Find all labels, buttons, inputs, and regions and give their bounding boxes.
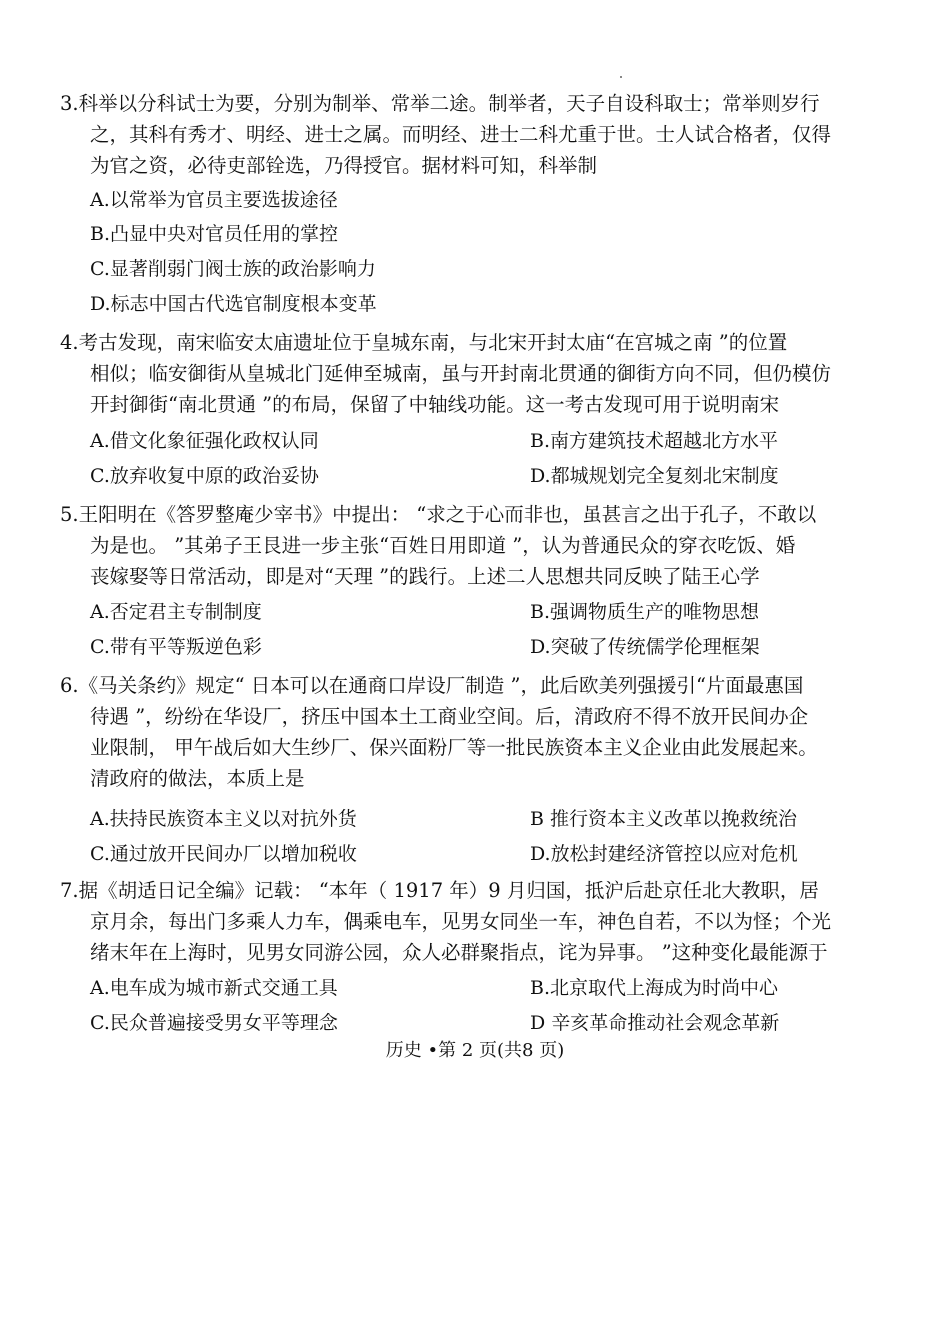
question-6 [60,670,890,794]
question-3-option-c[interactable]: C.显著削弱门阀士族的政治影响力 [90,258,376,280]
question-5-option-a[interactable]: A.否定君主专制制度 [90,601,262,623]
question-6-line-2: 待遇 ”，纷纷在华设厂，挤压中国本土工商业空间。后，清政府不得不放开民间办企 [90,705,809,728]
question-7 [60,875,890,968]
question-4-option-c[interactable]: C.放弃收复中原的政治妥协 [90,465,319,487]
question-3-option-a[interactable]: A.以常举为官员主要选拔途径 [90,189,338,211]
question-5-option-d[interactable]: D.突破了传统儒学伦理框架 [530,636,760,658]
question-4-option-d[interactable]: D.都城规划完全复刻北宋制度 [530,465,779,487]
question-6-option-d[interactable]: D.放松封建经济管控以应对危机 [530,843,798,865]
question-4-option-a[interactable]: A.借文化象征强化政权认同 [90,430,319,452]
question-3-options [90,183,880,323]
question-5-line-1: 5.王阳明在《答罗整庵少宰书》中提出： “求之于心而非也，虽甚言之出于孔子，不敢以 [60,503,817,526]
question-5-line-2: 为是也。 ”其弟子王艮进一步主张“百姓日用即道 ”，认为普通民众的穿衣吃饭、婚 [90,534,796,557]
question-7-line-1: 7.据《胡适日记全编》记载： “本年（ 1917 年）9 月归国，抵沪后赴京任北大教职，居 [60,879,819,902]
question-7-option-c[interactable]: C.民众普遍接受男女平等理念 [90,1012,338,1034]
question-4-line-2: 相似；临安御街从皇城北门延伸至城南，虽与开封南北贯通的御街方向不同，但仍模仿 [90,362,832,385]
question-6-option-a[interactable]: A.扶持民族资本主义以对抗外货 [90,808,357,830]
question-7-option-d[interactable]: D 辛亥革命推动社会观念革新 [530,1012,780,1034]
question-3-line-1: 3.科举以分科试士为要，分别为制举、常举二途。制举者，天子自设科取士；常举则岁行 [60,92,820,115]
question-7-option-b[interactable]: B.北京取代上海成为时尚中心 [530,977,779,999]
question-4-options [90,424,880,494]
question-7-line-3: 绪末年在上海时，见男女同游公园，众人必群聚指点，诧为异事。 ”这种变化最能源于 [90,941,828,964]
question-5 [60,499,890,592]
question-3-option-b[interactable]: B.凸显中央对官员任用的掌控 [90,223,339,245]
question-6-option-b[interactable]: B 推行资本主义改革以挽救统治 [530,808,798,830]
question-7-line-2: 京月余，每出门多乘人力车，偶乘电车，见男女同坐一车，神色自若，不以为怪；个光 [90,910,832,933]
question-4-line-1: 4.考古发现，南宋临安太庙遗址位于皇城东南，与北宋开封太庙“在宫城之南 ”的位置 [60,331,788,354]
question-3 [60,88,890,181]
question-4-option-b[interactable]: B.南方建筑技术超越北方水平 [530,430,779,452]
question-3-line-2: 之，其科有秀才、明经、进士之属。而明经、进士二科尤重于世。士人试合格者，仅得 [90,123,832,146]
question-6-option-c[interactable]: C.通过放开民间办厂以增加税收 [90,843,357,865]
question-6-line-1: 6.《马关条约》规定“ 日本可以在通商口岸设厂制造 ”，此后欧美列强援引“片面最惠国 [60,674,804,697]
question-6-options [90,802,880,872]
question-6-line-4: 清政府的做法，本质上是 [90,767,305,790]
question-7-options [90,971,880,1041]
question-6-line-3: 业限制， 甲午战后如大生纱厂、保兴面粉厂等一批民族资本主义企业由此发展起来。 [90,736,818,759]
question-4 [60,327,890,420]
page-footer: 历史 •第 2 页(共8 页) [385,1040,565,1061]
question-3-line-3: 为官之资，必待吏部铨选，乃得授官。据材料可知，科举制 [90,154,598,177]
question-5-option-c[interactable]: C.带有平等叛逆色彩 [90,636,262,658]
question-5-line-3: 丧嫁娶等日常活动，即是对“天理 ”的践行。上述二人思想共同反映了陆王心学 [90,565,760,588]
scan-mark [620,76,622,78]
question-5-option-b[interactable]: B.强调物质生产的唯物思想 [530,601,760,623]
question-3-option-d[interactable]: D.标志中国古代选官制度根本变革 [90,293,377,315]
question-5-options [90,595,880,665]
question-4-line-3: 开封御街“南北贯通 ”的布局，保留了中轴线功能。这一考古发现可用于说明南宋 [90,393,780,416]
question-7-option-a[interactable]: A.电车成为城市新式交通工具 [90,977,338,999]
